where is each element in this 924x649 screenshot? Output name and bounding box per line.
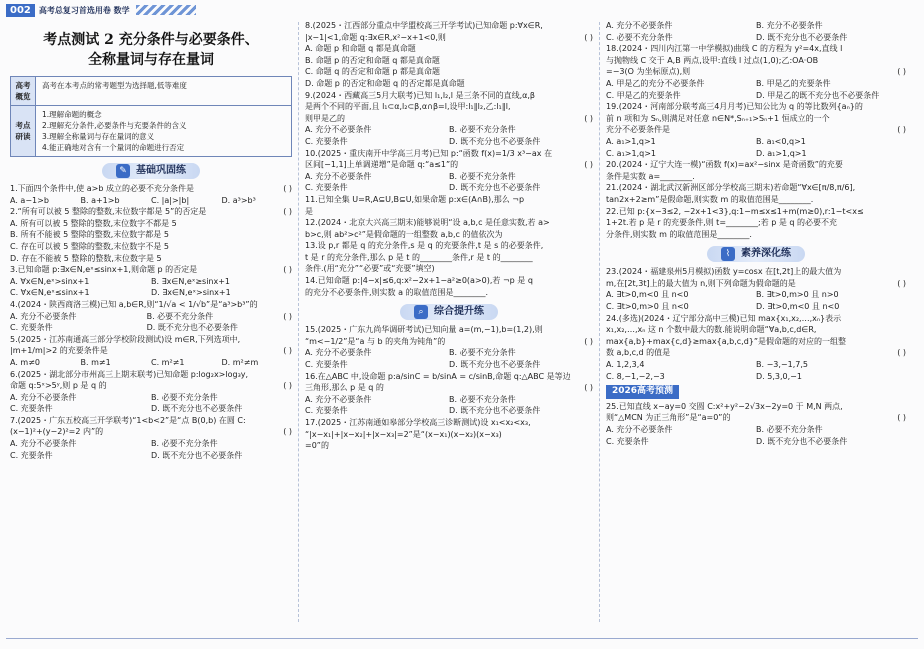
option-a[interactable]: A. ∃t>0,m<0 且 n<0 <box>606 290 689 300</box>
option-d[interactable]: D. 既不充分也不必要条件 <box>146 323 238 333</box>
page-header <box>6 3 196 17</box>
question-stem-line: t 是 r 的充分条件,那么 p 是 t 的________条件,r 是 t 的________ <box>305 252 533 262</box>
question-stem-line: (x−1)²+(y−2)²=2 内”的 <box>10 427 104 437</box>
option-c[interactable]: C. 充要条件 <box>305 406 348 416</box>
option-c[interactable]: C. |a|>|b| <box>151 195 190 205</box>
question <box>10 369 292 415</box>
answer-bracket[interactable]: ( ) <box>584 113 593 123</box>
question-stem-line: 是 <box>305 206 313 216</box>
question-stem-line: b>c,则 ab²>c²”是假命题的一组整数 a,b,c 的值依次为 <box>305 229 503 239</box>
question <box>606 43 906 101</box>
column-3 <box>606 20 906 447</box>
answer-bracket[interactable]: ( ) <box>283 346 292 356</box>
question-stem-line: max{a,b}+max{c,d}≥max{a,b,c,d}”是假命题的对应的一组整 <box>606 336 847 346</box>
question-stem-line: 25.已知直线 x−ay=0 交圆 C:x²+y²−2√3x−2y=0 于 M,N 两点, <box>606 401 843 411</box>
option-b[interactable]: B. 充分不必要条件 <box>756 21 823 30</box>
option-a[interactable]: A. 充分不必要条件 <box>305 348 372 358</box>
question-stem-line: “m<−1/2”是“a 与 b 的夹角为钝角”的 <box>305 336 446 346</box>
question <box>305 217 593 240</box>
option-c[interactable]: C. 8,−1,−2,−3 <box>606 371 665 381</box>
answer-bracket[interactable]: ( ) <box>584 336 593 346</box>
options <box>305 347 593 370</box>
question-stem-line: =−3(O 为坐标原点),则 <box>606 67 691 77</box>
question-stem-line: 24.(多选)(2024・辽宁部分高中三模)已知 max{x₁,x₂,…,xₙ}表示 <box>606 313 842 323</box>
question-stem-line: 条件.(用“充分”“必要”或“充要”填空) <box>305 264 435 274</box>
question <box>305 148 593 194</box>
question-stem-line: 6.(2025・湖北部分市州高三上期末联考)已知命题 p:log₂x>log₃y, <box>10 369 249 379</box>
option-b[interactable]: B. ∃t>0,m>0 且 n>0 <box>756 290 839 300</box>
option-d[interactable]: D. 既不充分也不必要条件 <box>449 360 541 370</box>
option-d[interactable]: D. 既不充分也不必要条件 <box>151 450 243 460</box>
option-d[interactable]: D. 既不充分也不必要条件 <box>449 183 541 193</box>
option-d[interactable]: D. 既不充分也不必要条件 <box>449 136 541 146</box>
question <box>305 20 593 90</box>
question-stem-line: 分条件,则实数 m 的取值范围是________. <box>606 229 752 239</box>
question-stem-line: 1.下面四个条件中,使 a>b 成立的必要不充分条件是 <box>10 184 194 193</box>
answer-bracket[interactable]: ( ) <box>584 32 593 42</box>
option-b[interactable]: B. ∃x∈N,eˣ≥sinx+1 <box>151 276 231 286</box>
option-b[interactable]: B. 必要不充分条件 <box>449 394 516 404</box>
question <box>10 299 292 334</box>
question-stem-line: =0”的 <box>305 441 329 451</box>
option-a[interactable]: A. 充分不必要条件 <box>305 125 372 135</box>
option-b[interactable]: B. 甲是乙的充要条件 <box>756 78 831 88</box>
options <box>10 438 292 461</box>
option-d[interactable]: D. 既不充分也不必要条件 <box>449 406 541 416</box>
option-a[interactable]: A. 充分不必要条件 <box>10 439 77 449</box>
question-stem-line: m,在[2t,3t]上的最大值为 n,则下列命题为假命题的是 <box>606 278 796 288</box>
option-b[interactable]: B. a+1>b <box>80 195 120 205</box>
question-stem-line: 条件是实数 a=________. <box>606 171 695 181</box>
question-stem-line: 则“△MCN 为正三角形”是“a=0”的 <box>606 413 731 423</box>
option-d[interactable]: D. 既不充分也不必要条件 <box>756 32 848 42</box>
option-c[interactable]: C. m²≠1 <box>151 357 185 367</box>
option-a[interactable]: A. ∀x∈N,eˣ>sinx+1 <box>10 276 90 286</box>
options <box>606 136 906 159</box>
option-a[interactable]: A. 甲是乙的充分不必要条件 <box>606 78 705 88</box>
option-a[interactable]: A. 充分不必要条件 <box>10 311 77 321</box>
option-a[interactable]: A. 命题 p 和命题 q 都是真命题 <box>305 44 416 54</box>
option-b[interactable]: B. 命题 p 的否定和命题 q 都是真命题 <box>305 55 440 65</box>
answer-bracket[interactable]: ( ) <box>897 67 906 77</box>
section-header-comprehensive: ⌕ 综合提升练 <box>305 304 593 320</box>
question <box>606 101 906 159</box>
question-stem-line: “|x−x₁|+|x−x₂|+|x−x₃|=2”是“(x−x₁)(x−x₂)(x−x₃) <box>305 429 502 439</box>
question-stem-line: 21.(2024・湖北武汉新洲区部分学校高三期末)若命题“∀x∈[π/8,π/6], <box>606 183 856 193</box>
option-a[interactable]: A. 充分不必要条件 <box>305 171 372 181</box>
option-c[interactable]: C. a₁>1,q>1 <box>606 148 656 158</box>
question-stem-line: 17.(2025・江苏南通如皋部分学校高三诊断测试)设 x₁<x₂<x₃, <box>305 418 531 427</box>
question-stem-line: 10.(2025・重庆南开中学高三月考)已知 p:“函数 f(x)=1/3 x³−ax 在 <box>305 148 553 158</box>
question-stem-line: x₁,x₂,…,xₙ 这 n 个数中最大的数.能说明命题“∀a,b,c,d∈R, <box>606 325 817 335</box>
question <box>606 20 906 43</box>
question-list <box>305 324 593 452</box>
question <box>10 334 292 369</box>
question-stem-line: 16.在△ABC 中,设命题 p:a/sinC = b/sinA = c/sinB,命题 q:△ABC 是等边 <box>305 371 571 381</box>
option-c[interactable]: C. 甲是乙的充要条件 <box>606 90 681 100</box>
options <box>606 20 906 43</box>
question <box>305 194 593 217</box>
answer-bracket[interactable]: ( ) <box>283 207 292 217</box>
question-stem-line: 18.(2024・四川内江第一中学模拟)曲线 C 的方程为 y²=4x,直线 l <box>606 44 843 54</box>
options <box>305 43 593 89</box>
option-b[interactable]: B. a₁<0,q>1 <box>756 136 806 146</box>
question-stem-line: 数 a,b,c,d 的值是 <box>606 348 671 358</box>
overview-table <box>10 76 292 157</box>
options <box>10 392 292 415</box>
question-stem-line: 是两个不同的平面,且 l₁⊂α,l₂⊂β,α∩β=l,设甲:l₁∥l₂,乙:l₁∥l, <box>305 102 511 112</box>
question <box>10 183 292 206</box>
option-c[interactable]: C. 充要条件 <box>305 136 348 146</box>
question-stem-line: 15.(2025・广东九尚华调研考试)已知向量 a=(m,−1),b=(1,2),则 <box>305 325 543 335</box>
question <box>305 324 593 370</box>
option-d[interactable]: D. a₁>1,q>1 <box>756 148 807 158</box>
question <box>305 371 593 417</box>
question-stem-line: 区间[−1,1]上单调递增”是命题 q:“a≤1”的 <box>305 160 459 170</box>
answer-bracket[interactable]: ( ) <box>283 265 292 275</box>
option-a[interactable]: A. 充分不必要条件 <box>10 392 77 402</box>
overview-row: 高考概览 高考在本考点的常考题型为选择题,低等难度 <box>11 77 291 106</box>
option-b[interactable]: B. 必要不充分条件 <box>449 125 516 135</box>
option-b[interactable]: B. 必要不充分条件 <box>449 171 516 181</box>
question-stem-line: 8.(2025・江西部分重点中学盟校高三开学考试)已知命题 p:∀x∈R, <box>305 21 543 30</box>
answer-bracket[interactable]: ( ) <box>897 125 906 135</box>
option-a[interactable]: A. 充分不必要条件 <box>305 394 372 404</box>
option-b[interactable]: B. −3,−1,7,5 <box>756 360 808 370</box>
page-number: 002 <box>6 4 35 17</box>
option-a[interactable]: A. a₁>1,q>1 <box>606 136 656 146</box>
options <box>305 394 593 417</box>
option-a[interactable]: A. 充分不必要条件 <box>606 425 673 434</box>
options <box>10 218 292 264</box>
option-c[interactable]: C. 存在可以被 5 整除的整数,末位数字不是 5 <box>10 241 170 251</box>
options <box>606 424 906 447</box>
option-d[interactable]: D. 甲是乙的既不充分也不必要条件 <box>756 90 880 100</box>
pencil-icon: ✎ <box>116 164 130 178</box>
question <box>10 264 292 299</box>
section-header-literacy: ⌇ 素养深化练 <box>606 246 906 262</box>
option-c[interactable]: C. ∃t>0,m>0 且 n<0 <box>606 302 689 312</box>
magnifier-icon: ⌕ <box>414 305 428 319</box>
option-c[interactable]: C. 充要条件 <box>606 436 649 446</box>
options <box>305 171 593 194</box>
question-stem-line: 5.(2025・江苏南通高三部分学校阶段测试)设 m∈R,下列选项中, <box>10 334 241 344</box>
overview-row: 考点研读 1.理解命题的概念 2.理解充分条件,必要条件与充要条件的含义 3.理解全称量词与存在量词的意义 4.能正确地对含有一个量词的命题进行否定 <box>11 106 291 156</box>
question-stem-line: 2.“所有可以被 5 整除的整数,末位数字都是 5”的否定是 <box>10 207 207 217</box>
question-stem-line: 充分不必要条件是 <box>606 125 670 135</box>
answer-bracket[interactable]: ( ) <box>283 184 292 193</box>
option-b[interactable]: B. 必要不充分条件 <box>449 348 516 358</box>
question <box>606 401 906 447</box>
question-stem-line: 1+2t.若 p 是 r 的充要条件,则 t=________;若 p 是 q 的必要不充 <box>606 218 838 228</box>
question-stem-line: 则甲是乙的 <box>305 113 345 123</box>
question-stem-line: 12.(2024・北京大兴高三期末)能够说明“设 a,b,c 是任意实数,若 a> <box>305 218 550 228</box>
options <box>10 195 292 207</box>
answer-bracket[interactable]: ( ) <box>897 348 906 358</box>
option-a[interactable]: A. a−1>b <box>10 195 49 205</box>
option-c[interactable]: C. 充要条件 <box>305 360 348 370</box>
question-list <box>606 266 906 382</box>
option-d[interactable]: D. 既不充分也不必要条件 <box>756 436 848 446</box>
answer-bracket[interactable]: ( ) <box>897 278 906 288</box>
section-header-basic: ✎ 基础巩固练 <box>10 163 292 179</box>
series-title: 高考总复习首选用卷 数学 <box>38 5 130 15</box>
question-stem-line: |m+1/m|>2 的充要条件是 <box>10 346 108 356</box>
question <box>10 206 292 264</box>
question-stem-line: 3.已知命题 p:∃x∈N,eˣ≤sinx+1,则命题 p 的否定是 <box>10 265 198 275</box>
option-c[interactable]: C. 充要条件 <box>10 404 53 414</box>
question <box>10 415 292 461</box>
question-list <box>606 20 906 240</box>
option-c[interactable]: C. 充要条件 <box>10 450 53 460</box>
options <box>606 78 906 101</box>
question <box>606 159 906 182</box>
answer-bracket[interactable]: ( ) <box>283 381 292 391</box>
option-b[interactable]: B. 必要不充分条件 <box>151 392 218 402</box>
footer-rule <box>6 638 918 639</box>
option-d[interactable]: D. 既不充分也不必要条件 <box>151 404 243 414</box>
option-c[interactable]: C. 命题 q 的否定和命题 p 都是真命题 <box>305 67 440 77</box>
option-c[interactable]: C. 充要条件 <box>305 183 348 193</box>
question-list <box>10 183 292 461</box>
question-stem-line: 的充分不必要条件,则实数 a 的取值范围是________. <box>305 287 489 297</box>
option-b[interactable]: B. 必要不充分条件 <box>146 311 214 321</box>
column-divider <box>298 22 299 622</box>
answer-bracket[interactable]: ( ) <box>584 383 593 393</box>
section-header-predict: 2026高考预测 <box>606 385 679 399</box>
question-stem-line: 23.(2024・福建泉州5月模拟)函数 y=cosx 在[t,2t]上的最大值为 <box>606 267 842 277</box>
page-title: 考点测试 2 充分条件与必要条件、 全称量词与存在量词 <box>43 32 259 68</box>
column-divider <box>599 22 600 622</box>
option-d[interactable]: D. 5,3,0,−1 <box>756 371 802 381</box>
option-c[interactable]: C. 充要条件 <box>10 323 53 333</box>
option-d[interactable]: D. m²≠m <box>221 357 259 367</box>
question-stem-line: 19.(2024・河南部分联考高三4月月考)已知公比为 q 的等比数列{aₙ}的 <box>606 102 863 112</box>
answer-bracket[interactable]: ( ) <box>283 427 292 437</box>
option-d[interactable]: D. 命题 p 的否定和命题 q 的否定都是真命题 <box>305 78 465 88</box>
question-stem-line: 20.(2024・辽宁大连一模)“函数 f(x)=ax²−sinx 是奇函数”的充要 <box>606 160 843 170</box>
options <box>10 276 292 299</box>
options <box>606 359 906 382</box>
options <box>305 124 593 147</box>
question <box>305 417 593 452</box>
question-stem-line: 三角形,那么 p 是 q 的 <box>305 383 384 393</box>
question-stem-line: 7.(2025・广东五校高三开学联考)“1<b<2”是“点 B(0,b) 在圆 C: <box>10 415 246 425</box>
option-d[interactable]: D. ∃t>0,m<0 且 n<0 <box>756 302 840 312</box>
paperclip-icon: ⌇ <box>721 247 735 261</box>
question-stem-line: 11.已知全集 U=R,A⊆U,B⊆U,如果命题 p:x∈(A∩B),那么 ¬p <box>305 194 525 204</box>
option-a[interactable]: A. 充分不必要条件 <box>606 21 673 30</box>
options <box>10 311 283 334</box>
question <box>606 206 906 241</box>
question-stem-line: 14.已知命题 p:|4−x|≤6,q:x²−2x+1−a²≥0(a>0),若 ¬p 是 q <box>305 276 533 286</box>
option-a[interactable]: A. m≠0 <box>10 357 41 367</box>
option-b[interactable]: B. m≠1 <box>80 357 111 367</box>
question-stem-line: tan2x+2≥m”是假命题,则实数 m 的取值范围是________. <box>606 194 814 204</box>
question-stem-line: 9.(2024・西藏高三5月大联考)已知 l₁,l₂,l 是三条不同的直线,α,β <box>305 90 536 100</box>
question-stem-line: |x−1|<1,命题 q:∃x∈R,x²−x+1<0,则 <box>305 32 446 42</box>
option-b[interactable]: B. 必要不充分条件 <box>756 425 823 434</box>
question-stem-line: 前 n 项和为 Sₙ,则满足对任意 n∈N*,Sₙ₊₁>Sₙ+1 恒成立的一个 <box>606 113 830 123</box>
option-d[interactable]: D. 存在不能被 5 整除的整数,末位数字是 5 <box>10 253 162 263</box>
question-list <box>606 401 906 447</box>
option-c[interactable]: C. ∀x∈N,eˣ≤sinx+1 <box>10 288 90 298</box>
option-a[interactable]: A. 所有可以被 5 整除的整数,末位数字不都是 5 <box>10 218 177 228</box>
question-stem-line: 命题 q:5ˣ>5ʸ,则 p 是 q 的 <box>10 381 107 391</box>
option-a[interactable]: A. 1,2,3,4 <box>606 360 645 370</box>
answer-bracket[interactable]: ( ) <box>897 413 906 423</box>
question <box>606 182 906 205</box>
option-c[interactable]: C. 必要不充分条件 <box>606 32 673 42</box>
question <box>305 240 593 275</box>
question <box>606 266 906 312</box>
answer-bracket[interactable]: ( ) <box>283 311 292 321</box>
question <box>305 275 593 298</box>
question-stem-line: 4.(2024・陕西商洛三模)已知 a,b∈R,则“1/√a < 1/√b”是“a³>b³”的 <box>10 299 258 309</box>
option-b[interactable]: B. 必要不充分条件 <box>151 439 218 449</box>
question <box>606 313 906 383</box>
header-decoration <box>136 5 196 15</box>
question-list <box>305 20 593 298</box>
column-2 <box>305 20 593 452</box>
question-stem-line: 22.已知 p:{x−3≤2, −2x+1<3},q:1−m≤x≤1+m(m≥0),r:1−t<x≤ <box>606 206 864 216</box>
options <box>606 289 906 312</box>
question <box>305 90 593 148</box>
answer-bracket[interactable]: ( ) <box>584 160 593 170</box>
option-d[interactable]: D. ∃x∈N,eˣ>sinx+1 <box>151 288 231 298</box>
option-b[interactable]: B. 所有不能被 5 整除的整数,末位数字都是 5 <box>10 230 169 240</box>
option-d[interactable]: D. a³>b³ <box>221 195 256 205</box>
options <box>10 357 292 369</box>
question-stem-line: 与抛物线 C 交于 A,B 两点,设甲:直线 l 过点(1,0);乙:OA·OB <box>606 55 819 65</box>
question-stem-line: 13.设 p,r 都是 q 的充分条件,s 是 q 的充要条件,t 是 s 的必要条件, <box>305 241 544 251</box>
column-1 <box>10 20 292 461</box>
